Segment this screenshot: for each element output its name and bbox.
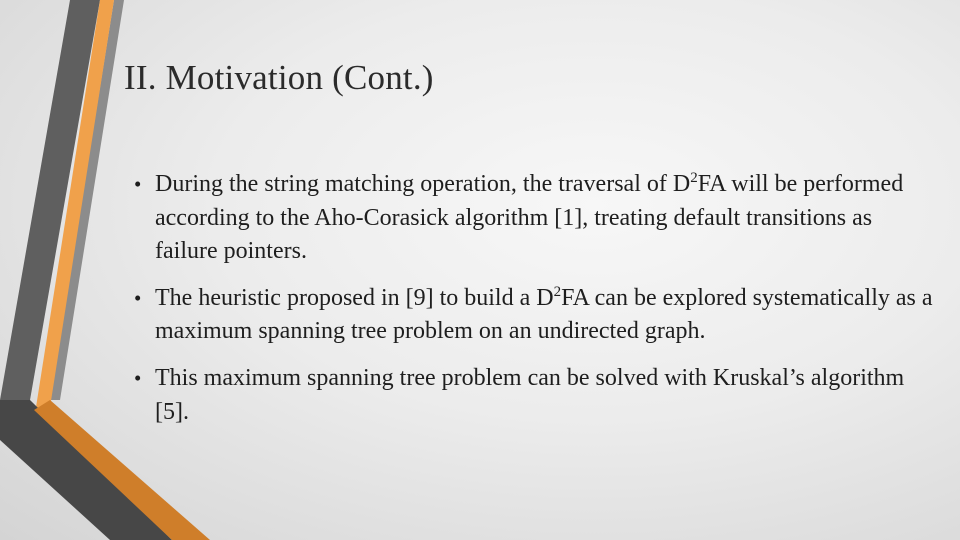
superscript: 2 [553, 283, 562, 300]
bullet-list [134, 168, 934, 442]
bullet-text: This maximum spanning tree problem can be solved with Kruskal’s algorithm [5]. [155, 364, 905, 425]
bullet-text-part: During the string matching operation, the traversal of D [155, 171, 691, 197]
bullet-icon: • [134, 365, 142, 390]
superscript: 2 [690, 170, 698, 186]
bullet-item [134, 168, 934, 269]
bullet-text-part: The heuristic proposed in [9] to build a D [155, 284, 554, 311]
slide-title: II. Motivation (Cont.) [124, 58, 434, 97]
bullet-text [155, 282, 934, 349]
bullet-item [134, 362, 934, 429]
bullet-text-part: FA can be explored systematically as a maximum spanning tree problem on an undirected graph. [155, 284, 933, 345]
bullet-icon: • [134, 285, 142, 310]
bullet-text-part: FA will be performed according to the Aho-Corasick algorithm [1], treating default transitions as failure pointers. [155, 171, 904, 265]
bullet-item [134, 282, 934, 349]
bullet-text [155, 168, 934, 269]
bullet-icon: • [134, 172, 142, 196]
